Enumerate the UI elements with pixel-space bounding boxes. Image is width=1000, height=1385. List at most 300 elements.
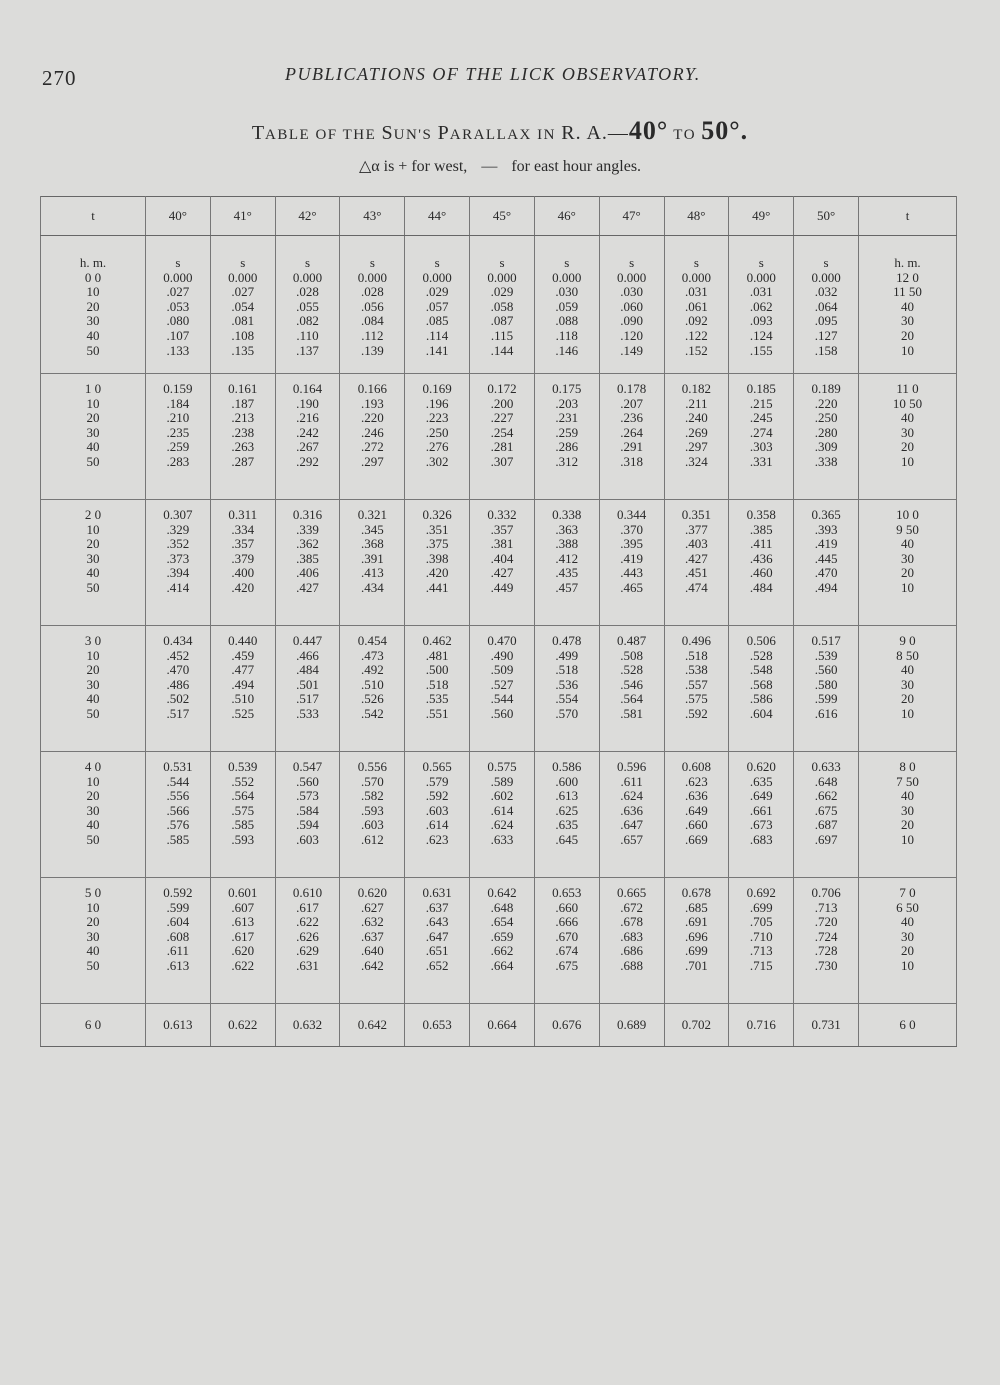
title-ra: R. A.— — [561, 122, 629, 144]
cell-value: .623 — [685, 773, 708, 789]
title-from: 40° — [628, 116, 669, 145]
parallax-value-cell — [275, 374, 340, 500]
cell-value: 0.000 — [487, 269, 517, 285]
cell-value: .604 — [166, 914, 190, 930]
cell-value: 0.159 — [163, 381, 193, 396]
cell-value: .395 — [620, 536, 643, 552]
cell-value: .613 — [166, 957, 190, 973]
cell-value: .259 — [555, 424, 579, 440]
cell-value: .685 — [685, 899, 708, 915]
cell-value: .672 — [620, 899, 643, 915]
cell-value: .636 — [620, 802, 643, 818]
parallax-table — [40, 196, 957, 1047]
cell-value: 30 — [901, 424, 914, 440]
cell-value: 10 — [901, 831, 914, 847]
cell-value: .133 — [166, 342, 190, 358]
cell-value: 50 — [86, 342, 100, 358]
cell-value: .544 — [166, 773, 190, 789]
running-title: PUBLICATIONS OF THE LICK OBSERVATORY. — [285, 64, 701, 84]
cell-value: .027 — [166, 284, 190, 300]
cell-value: 0.316 — [292, 507, 323, 522]
cell-value: 10 — [901, 453, 914, 469]
cell-value: .388 — [555, 536, 579, 552]
cell-value: .674 — [555, 943, 579, 959]
parallax-value-cell — [534, 752, 599, 878]
cell-value: .607 — [231, 899, 255, 915]
cell-value: .331 — [749, 453, 773, 469]
parallax-value-cell: 0.653 — [405, 1004, 470, 1047]
cell-value: .339 — [296, 521, 319, 537]
cell-value: .059 — [555, 298, 579, 314]
cell-value: .352 — [166, 536, 190, 552]
cell-value: .030 — [555, 284, 579, 300]
cell-value: 40 — [901, 788, 914, 804]
cell-value: .613 — [555, 788, 579, 804]
cell-value: 20 — [901, 327, 914, 343]
parallax-value-cell — [794, 752, 859, 878]
column-header-t: t — [41, 197, 146, 236]
cell-value: .526 — [360, 691, 384, 707]
cell-value: .552 — [231, 773, 255, 789]
cell-value: .720 — [814, 914, 838, 930]
parallax-value-cell: 0.664 — [470, 1004, 535, 1047]
column-header-degree: 40° — [146, 197, 211, 236]
cell-value: .373 — [166, 550, 190, 566]
parallax-value-cell: 0.731 — [794, 1004, 859, 1047]
column-header-degree: 49° — [729, 197, 794, 236]
hour-minute-cell-right — [859, 878, 957, 1004]
cell-value: .457 — [555, 579, 579, 595]
table-row-group — [41, 500, 957, 626]
parallax-value-cell: 0.622 — [210, 1004, 275, 1047]
cell-value: s — [305, 255, 311, 270]
cell-value: 0.586 — [552, 759, 582, 774]
parallax-value-cell — [470, 500, 535, 626]
cell-value: .645 — [555, 831, 579, 847]
cell-value: 30 — [86, 928, 100, 944]
cell-value: .528 — [749, 647, 773, 663]
cell-value: .318 — [620, 453, 643, 469]
cell-value: 20 — [86, 914, 100, 930]
cell-value: 0.338 — [552, 507, 582, 522]
cell-value: 0.164 — [292, 381, 323, 396]
hour-minute-cell-right — [859, 626, 957, 752]
cell-value: .028 — [296, 284, 319, 300]
cell-value: .603 — [425, 802, 449, 818]
hour-minute-cell-right — [859, 236, 957, 374]
cell-value: .592 — [425, 788, 449, 804]
cell-value: .427 — [490, 565, 514, 581]
cell-value: s — [240, 255, 246, 270]
title-s-sc: UN'S — [393, 127, 438, 143]
cell-value: .357 — [490, 521, 514, 537]
parallax-value-cell — [340, 878, 405, 1004]
cell-value: .427 — [296, 579, 319, 595]
parallax-value-cell — [794, 374, 859, 500]
parallax-value-cell — [275, 500, 340, 626]
cell-value: .627 — [360, 899, 384, 915]
cell-value: .474 — [685, 579, 708, 595]
cell-value: .139 — [360, 342, 384, 358]
parallax-value-cell — [405, 374, 470, 500]
cell-value: 40 — [901, 662, 914, 678]
cell-value: .594 — [296, 817, 319, 833]
cell-value: 30 — [86, 313, 100, 329]
cell-value: .269 — [685, 424, 708, 440]
parallax-value-cell — [794, 236, 859, 374]
cell-value: 20 — [901, 817, 914, 833]
cell-value: .127 — [814, 327, 838, 343]
cell-value: .557 — [685, 676, 708, 692]
cell-value: .687 — [814, 817, 838, 833]
cell-value: .092 — [685, 313, 708, 329]
cell-value: 9 0 — [899, 633, 916, 648]
cell-value: .281 — [490, 439, 514, 455]
hour-minute-cell-left — [41, 500, 146, 626]
cell-value: .603 — [296, 831, 319, 847]
cell-value: .082 — [296, 313, 319, 329]
cell-value: .688 — [620, 957, 643, 973]
cell-value: .435 — [555, 565, 579, 581]
cell-value: .250 — [425, 424, 449, 440]
cell-value: .108 — [231, 327, 255, 343]
cell-value: 0.517 — [811, 633, 841, 648]
cell-value: .494 — [814, 579, 838, 595]
hour-minute-cell-left — [41, 878, 146, 1004]
cell-value: .582 — [360, 788, 384, 804]
cell-value: 20 — [86, 788, 100, 804]
column-header-degree: 48° — [664, 197, 729, 236]
cell-value: .220 — [360, 410, 384, 426]
cell-value: 20 — [86, 662, 100, 678]
cell-value: .287 — [231, 453, 255, 469]
cell-value: .691 — [685, 914, 708, 930]
cell-value: .312 — [555, 453, 579, 469]
cell-value: .357 — [231, 536, 255, 552]
delta-alpha-symbol: △α — [358, 158, 380, 175]
parallax-value-cell — [664, 500, 729, 626]
cell-value: .494 — [231, 676, 255, 692]
cell-value: .626 — [296, 928, 319, 944]
cell-value: .651 — [425, 943, 449, 959]
cell-value: 0.447 — [292, 633, 323, 648]
title-s: S — [381, 122, 394, 144]
cell-value: 0.565 — [422, 759, 452, 774]
cell-value: .538 — [685, 662, 708, 678]
parallax-value-cell — [599, 500, 664, 626]
cell-value: 30 — [901, 676, 914, 692]
cell-value: 20 — [901, 943, 914, 959]
cell-value: .292 — [296, 453, 319, 469]
cell-value: 40 — [901, 536, 914, 552]
parallax-value-cell — [599, 626, 664, 752]
cell-value: .441 — [425, 579, 449, 595]
cell-value: .334 — [231, 521, 255, 537]
cell-value: 0.172 — [487, 381, 517, 396]
hour-minute-cell-left — [41, 626, 146, 752]
cell-value: .184 — [166, 395, 190, 411]
cell-value: .081 — [231, 313, 255, 329]
cell-value: .280 — [814, 424, 838, 440]
cell-value: .570 — [555, 705, 579, 721]
cell-value: .210 — [166, 410, 190, 426]
cell-value: .114 — [426, 327, 449, 343]
cell-value: .375 — [425, 536, 449, 552]
cell-value: .207 — [620, 395, 643, 411]
cell-value: 8 0 — [899, 759, 916, 774]
cell-value: .412 — [555, 550, 579, 566]
cell-value: .580 — [814, 676, 838, 692]
parallax-value-cell: 0.716 — [729, 1004, 794, 1047]
cell-value: .533 — [296, 705, 319, 721]
cell-value: .678 — [620, 914, 643, 930]
cell-value: .632 — [360, 914, 384, 930]
parallax-value-cell — [340, 236, 405, 374]
cell-value: .592 — [685, 705, 708, 721]
cell-value: .324 — [685, 453, 708, 469]
parallax-value-cell — [599, 236, 664, 374]
parallax-value-cell — [275, 752, 340, 878]
cell-value: s — [564, 255, 570, 270]
cell-value: .088 — [555, 313, 579, 329]
cell-value: 0.332 — [487, 507, 517, 522]
parallax-value-cell — [534, 878, 599, 1004]
cell-value: .215 — [749, 395, 773, 411]
table-row-group — [41, 236, 957, 374]
cell-value: .240 — [685, 410, 708, 426]
cell-value: .648 — [814, 773, 838, 789]
cell-value: .593 — [231, 831, 255, 847]
parallax-value-cell: 0.702 — [664, 1004, 729, 1047]
cell-value: .436 — [749, 550, 773, 566]
cell-value: .518 — [685, 647, 708, 663]
parallax-value-cell — [599, 878, 664, 1004]
cell-value: 10 — [86, 284, 100, 300]
cell-value: .144 — [490, 342, 514, 358]
cell-value: 10 — [86, 899, 100, 915]
cell-value: .631 — [296, 957, 319, 973]
cell-value: .624 — [620, 788, 643, 804]
cell-value: .517 — [296, 691, 319, 707]
cell-value: .649 — [749, 788, 773, 804]
cell-value: 10 — [901, 957, 914, 973]
cell-value: .683 — [749, 831, 773, 847]
cell-value: .420 — [425, 565, 449, 581]
cell-value: .351 — [425, 521, 449, 537]
cell-value: .675 — [814, 802, 838, 818]
cell-value: .259 — [166, 439, 190, 455]
cell-value: .419 — [814, 536, 838, 552]
cell-value: 0.610 — [292, 885, 323, 900]
hour-minute-cell-left — [41, 752, 146, 878]
cell-value: .419 — [620, 550, 643, 566]
cell-value: .581 — [620, 705, 643, 721]
cell-value: .635 — [555, 817, 579, 833]
cell-value: .137 — [296, 342, 319, 358]
cell-value: .107 — [166, 327, 190, 343]
cell-value: 30 — [86, 424, 100, 440]
cell-value: .146 — [555, 342, 579, 358]
cell-value: s — [823, 255, 829, 270]
cell-value: .254 — [490, 424, 514, 440]
table-title — [0, 116, 1000, 146]
column-header-degree: 46° — [534, 197, 599, 236]
parallax-value-cell — [275, 878, 340, 1004]
parallax-value-cell — [210, 236, 275, 374]
cell-value: .518 — [425, 676, 449, 692]
cell-value: .406 — [296, 565, 319, 581]
cell-value: 0.487 — [616, 633, 647, 648]
cell-value: 0.175 — [552, 381, 582, 396]
cell-value: .579 — [425, 773, 449, 789]
cell-value: .637 — [425, 899, 449, 915]
cell-value: .362 — [296, 536, 319, 552]
cell-value: 7 0 — [899, 885, 916, 900]
cell-value: .420 — [231, 579, 255, 595]
cell-value: .031 — [685, 284, 708, 300]
table-header — [41, 197, 957, 236]
cell-value: .669 — [685, 831, 708, 847]
parallax-value-cell — [405, 236, 470, 374]
cell-value: .056 — [360, 298, 384, 314]
cell-value: .570 — [360, 773, 384, 789]
cell-value: .603 — [360, 817, 384, 833]
parallax-value-cell — [210, 752, 275, 878]
cell-value: .470 — [166, 662, 190, 678]
cell-value: .696 — [685, 928, 708, 944]
parallax-value-cell — [729, 236, 794, 374]
cell-value: .608 — [166, 928, 190, 944]
parallax-value-cell — [210, 626, 275, 752]
cell-value: .242 — [296, 424, 319, 440]
cell-value: 12 0 — [896, 269, 919, 285]
cell-value: .158 — [814, 342, 838, 358]
cell-value: .599 — [814, 691, 838, 707]
parallax-value-cell — [729, 626, 794, 752]
cell-value: 0.166 — [357, 381, 387, 396]
hour-minute-cell-right — [859, 500, 957, 626]
cell-value: .368 — [360, 536, 384, 552]
cell-value: 0.000 — [357, 269, 387, 285]
cell-value: 0.178 — [616, 381, 647, 396]
cell-value: .203 — [555, 395, 579, 411]
cell-value: .187 — [231, 395, 255, 411]
cell-value: 0.000 — [746, 269, 776, 285]
cell-value: .525 — [231, 705, 255, 721]
cell-value: 0.575 — [487, 759, 517, 774]
cell-value: .625 — [555, 802, 579, 818]
cell-value: .564 — [231, 788, 255, 804]
cell-value: 0.351 — [681, 507, 712, 522]
parallax-value-cell — [146, 752, 211, 878]
parallax-value-cell — [275, 626, 340, 752]
cell-value: .053 — [166, 298, 190, 314]
parallax-value-cell: 0.676 — [534, 1004, 599, 1047]
parallax-value-cell — [405, 500, 470, 626]
cell-value: .155 — [749, 342, 773, 358]
cell-value: .586 — [749, 691, 773, 707]
cell-value: 0.547 — [292, 759, 323, 774]
cell-value: .465 — [620, 579, 643, 595]
cell-value: .231 — [555, 410, 579, 426]
cell-value: .713 — [749, 943, 773, 959]
cell-value: .623 — [425, 831, 449, 847]
cell-value: 30 — [86, 802, 100, 818]
cell-value: .223 — [425, 410, 449, 426]
cell-value: .149 — [620, 342, 643, 358]
cell-value: .642 — [360, 957, 384, 973]
cell-value: .614 — [490, 802, 514, 818]
cell-value: .576 — [166, 817, 190, 833]
cell-value: 50 — [86, 957, 100, 973]
cell-value: .363 — [555, 521, 579, 537]
cell-value: 40 — [901, 298, 914, 314]
parallax-value-cell — [340, 500, 405, 626]
cell-value: .245 — [749, 410, 773, 426]
parallax-value-cell — [729, 752, 794, 878]
cell-value: .683 — [620, 928, 643, 944]
column-header-degree: 47° — [599, 197, 664, 236]
cell-value: .061 — [685, 298, 708, 314]
cell-value: 0.344 — [616, 507, 647, 522]
cell-value: .297 — [360, 453, 384, 469]
cell-value: .235 — [166, 424, 190, 440]
cell-value: .115 — [490, 327, 514, 343]
cell-value: .647 — [425, 928, 449, 944]
cell-value: 0.592 — [163, 885, 193, 900]
cell-value: 0.470 — [487, 633, 517, 648]
cell-value: .087 — [490, 313, 514, 329]
cell-value: 0 0 — [84, 269, 102, 285]
table-row-group — [41, 374, 957, 500]
hour-minute-cell-right — [859, 374, 957, 500]
cell-value: .560 — [296, 773, 319, 789]
cell-value: .093 — [749, 313, 773, 329]
cell-value: 0.000 — [616, 269, 647, 285]
cell-value: .404 — [490, 550, 514, 566]
cell-value: .477 — [231, 662, 255, 678]
cell-value: .122 — [685, 327, 708, 343]
cell-value: .459 — [231, 647, 255, 663]
title-t: T — [251, 122, 266, 144]
cell-value: .095 — [814, 313, 838, 329]
cell-value: .329 — [166, 521, 190, 537]
cell-value: 20 — [901, 691, 914, 707]
parallax-value-cell — [534, 236, 599, 374]
cell-value: .666 — [555, 914, 579, 930]
cell-value: s — [434, 255, 440, 270]
cell-value: .637 — [360, 928, 384, 944]
cell-value: .490 — [490, 647, 514, 663]
cell-value: 0.556 — [357, 759, 387, 774]
cell-value: 40 — [86, 327, 100, 343]
cell-value: .528 — [620, 662, 643, 678]
cell-value: 40 — [86, 691, 100, 707]
cell-value: .699 — [685, 943, 708, 959]
title-t-sc: ABLE OF THE — [265, 127, 382, 143]
cell-value: .510 — [231, 691, 255, 707]
cell-value: .445 — [814, 550, 838, 566]
hour-minute-cell-left — [41, 374, 146, 500]
cell-value: 0.000 — [422, 269, 452, 285]
cell-value: .613 — [231, 914, 255, 930]
cell-value: .699 — [749, 899, 773, 915]
cell-value: 5 0 — [84, 885, 102, 900]
cell-value: 10 0 — [896, 507, 919, 522]
column-header-degree: 42° — [275, 197, 340, 236]
parallax-value-cell — [599, 374, 664, 500]
cell-value: .274 — [749, 424, 773, 440]
